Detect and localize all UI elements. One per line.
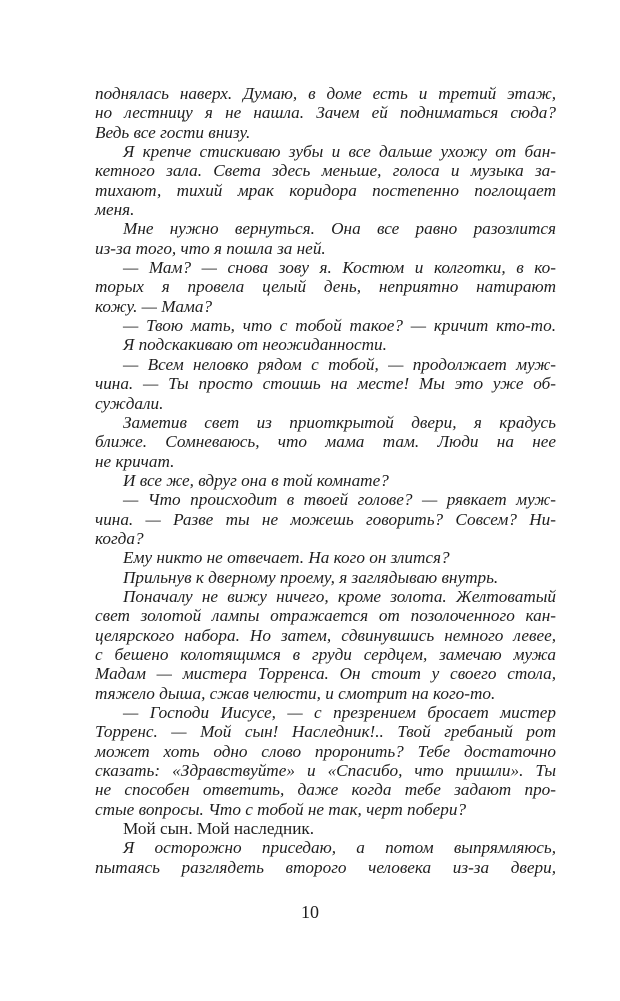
- text-line: Я подскакиваю от неожиданности.: [123, 335, 387, 355]
- page-number: 10: [301, 902, 319, 922]
- text-line: когда?: [95, 528, 144, 548]
- text-line: Заметив свет из приоткрытой двери, я крадусь: [123, 412, 556, 432]
- text-line: суждали.: [95, 393, 164, 413]
- text-line: меня.: [95, 200, 135, 220]
- text-line: Я осторожно приседаю, а потом выпрямляюсь,: [123, 838, 556, 858]
- text-line: кетного зала. Света здесь меньше, голоса и музыка за-: [95, 161, 556, 181]
- text-line: целярского набора. Но затем, сдвинувшись немного левее,: [95, 625, 556, 645]
- text-line: но лестницу я не нашла. Зачем ей подниматься сюда?: [95, 103, 556, 123]
- text-line: Мне нужно вернуться. Она все равно разозлится: [123, 219, 556, 239]
- text-line: Ведь все гости внизу.: [95, 122, 251, 142]
- text-line: Мой сын. Мой наследник.: [123, 819, 315, 839]
- text-line: свет золотой лампы отражается от позолоченного кан-: [95, 606, 556, 626]
- text-line: Мадам — мистера Торренса. Он стоит у своего стола,: [95, 664, 556, 684]
- book-page-text: [95, 84, 556, 877]
- text-line: стые вопросы. Что с тобой не так, черт побери?: [95, 799, 467, 819]
- text-line: торых я провела целый день, неприятно натирают: [95, 277, 556, 297]
- text-line: с бешено колотящимся в груди сердцем, замечаю мужа: [95, 644, 556, 664]
- text-line: тяжело дыша, сжав челюсти, и смотрит на кого-то.: [95, 683, 496, 703]
- text-line: поднялась наверх. Думаю, в доме есть и третий этаж,: [95, 84, 556, 103]
- text-line: не способен ответить, даже когда тебе задают про-: [95, 780, 556, 800]
- text-line: Поначалу не вижу ничего, кроме золота. Желтоватый: [123, 586, 556, 606]
- text-line: ближе. Сомневаюсь, что мама там. Люди на нее: [95, 432, 556, 452]
- text-line: тихают, тихий мрак коридора постепенно поглощает: [95, 180, 556, 200]
- text-line: — Мам? — снова зову я. Костюм и колготки, в ко-: [123, 258, 556, 278]
- text-line: кожу. — Мама?: [95, 296, 213, 316]
- text-line: из-за того, что я пошла за ней.: [95, 238, 326, 258]
- text-line: И все же, вдруг она в той комнате?: [123, 470, 389, 490]
- text-line: Прильнув к дверному проему, я заглядываю внутрь.: [123, 567, 499, 587]
- text-line: Ему никто не отвечает. На кого он злится?: [123, 548, 450, 568]
- text-line: Я крепче стискиваю зубы и все дальше ухожу от бан-: [123, 142, 556, 162]
- text-line: пытаясь разглядеть второго человека из-за двери,: [95, 857, 556, 877]
- text-line: чина. — Разве ты не можешь говорить? Совсем? Ни-: [95, 509, 556, 529]
- text-line: может хоть одно слово проронить? Тебе достаточно: [95, 741, 556, 761]
- text-line: не кричат.: [95, 451, 175, 471]
- text-line: сказать: «Здравствуйте» и «Спасибо, что пришли». Ты: [95, 761, 556, 781]
- text-line: — Твою мать, что с тобой такое? — кричит кто-то.: [123, 316, 556, 336]
- text-line: чина. — Ты просто стоишь на месте! Мы это уже об-: [95, 374, 556, 394]
- text-line: — Господи Иисусе, — с презрением бросает мистер: [123, 703, 556, 722]
- text-line: — Всем неловко рядом с тобой, — продолжает муж-: [123, 354, 556, 374]
- text-line: Торренс. — Мой сын! Наследник!.. Твой гребаный рот: [95, 722, 556, 742]
- text-line: — Что происходит в твоей голове? — рявкает муж-: [123, 490, 556, 510]
